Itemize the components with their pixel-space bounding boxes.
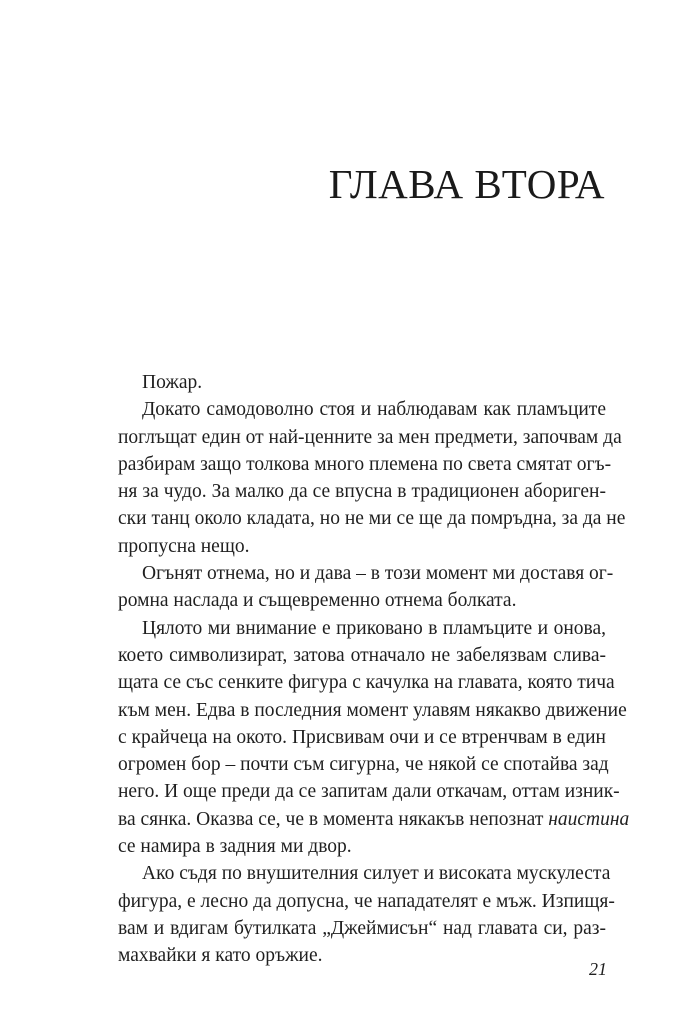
page-number: 21 — [589, 959, 607, 979]
text-line: поглъщат един от най-ценните за мен предмети, започвам да — [118, 426, 622, 448]
chapter-title: ГЛАВА ВТОРА — [328, 161, 605, 207]
text-line: Огънят отнема, но и дава – в този момент ми доставя ог- — [142, 563, 614, 585]
text-line: ромна наслада и същевременно отнема болката. — [118, 590, 517, 612]
emphasized-word: наистина — [548, 808, 630, 830]
text-line: него. И още преди да се запитам дали откачам, оттам изник- — [118, 781, 620, 803]
paragraph — [94, 396, 626, 560]
paragraph — [94, 615, 630, 861]
text-line: ня за чудо. За малко да се впусна в традиционен абориген- — [118, 481, 606, 503]
text-line: вам и вдигам бутилката „Джеймисън“ над главата си, раз- — [118, 917, 606, 939]
text-line: Ако съдя по внушителния силует и високата мускулеста — [142, 863, 611, 885]
text-line: фигура, е лесно да допусна, че нападателят е мъж. Изпищя- — [118, 890, 615, 912]
text-line: разбирам защо толкова много племена по света смятат огъ- — [118, 453, 612, 475]
text-line: пропусна нещо. — [118, 535, 250, 557]
text-line: към мен. Едва в последния момент улавям някакво движение — [118, 699, 627, 721]
text-line: Докато самодоволно стоя и наблюдавам как пламъците — [142, 399, 606, 421]
text-line: щата се със сенките фигура с качулка на главата, която тича — [118, 672, 615, 694]
text-line: Цялото ми внимание е приковано в пламъците и онова, — [142, 617, 606, 639]
text-line: огромен бор – почти съм сигурна, че някой се спотайва зад — [118, 754, 609, 776]
chapter-text — [94, 369, 630, 970]
text-line: което символизират, затова отначало не забелязвам слива- — [118, 644, 606, 666]
text-segment: ва сянка. Оказва се, че в момента някакъв непознат — [118, 808, 549, 830]
paragraph — [94, 369, 606, 396]
text-line: с крайчеца на окото. Присвивам очи и се втренчвам в един — [118, 726, 606, 748]
text-line-with-emphasis — [94, 806, 630, 833]
text-line: ски танц около кладата, но не ми се ще да помръдна, за да не — [118, 508, 626, 530]
text-line: махвайки я като оръжие. — [118, 945, 323, 967]
text-line: Пожар. — [142, 372, 203, 393]
paragraph — [94, 560, 614, 615]
text-line: се намира в задния ми двор. — [118, 836, 352, 858]
